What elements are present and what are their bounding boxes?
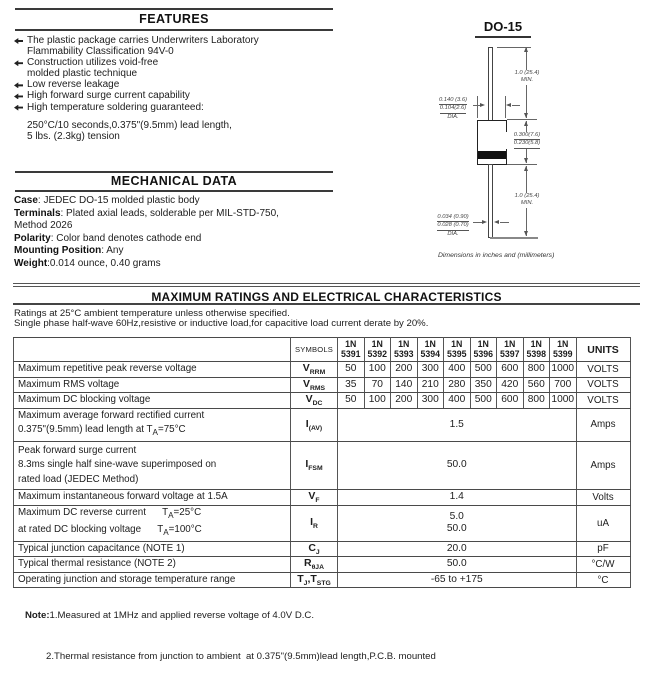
ratings-rule-top: [13, 283, 640, 284]
value-cell: 400: [444, 393, 471, 409]
mech-text: :0.014 ounce, 0.40 grams: [47, 257, 161, 269]
cathode-band: [478, 151, 506, 159]
unit-cell: uA: [576, 505, 630, 541]
row-label: Peak forward surge current 8.3ms single half sine-wave superimposed on rated load (JEDEC Method): [14, 441, 291, 489]
arrowhead-icon: [480, 103, 485, 107]
value-cell: 300: [417, 362, 444, 378]
feature-item: [14, 120, 394, 131]
ratings-rule-top2: [13, 286, 640, 287]
symbol-cell: $C_J$: [291, 541, 338, 557]
value-cell: 1.4: [338, 489, 577, 505]
value-cell: 210: [417, 377, 444, 393]
symbol-cell: $V_{RMS}$: [291, 377, 338, 393]
unit-cell: pF: [576, 541, 630, 557]
feature-text: molded plastic technique: [27, 68, 138, 80]
part-number-header: 1N 5397: [497, 338, 524, 362]
symbol-cell: $T_J,T_{STG}$: [291, 572, 338, 588]
ratings-title: MAXIMUM RATINGS AND ELECTRICAL CHARACTERISTICS: [151, 290, 502, 304]
value-cell: 800: [523, 393, 550, 409]
mech-text: : JEDEC DO-15 molded plastic body: [37, 195, 200, 206]
part-number-header: 1N 5392: [364, 338, 391, 362]
unit-cell: Amps: [576, 408, 630, 441]
value-cell: 1000: [550, 393, 577, 409]
unit-cell: °C/W: [576, 557, 630, 573]
unit-cell: Volts: [576, 489, 630, 505]
symbol-cell: $I_{(AV)}$: [291, 408, 338, 441]
row-label: Operating junction and storage temperature range: [14, 572, 291, 588]
feature-text: High temperature soldering guaranteed:: [27, 101, 204, 113]
mech-label: Polarity: [14, 232, 51, 244]
part-number-header: 1N 5391: [338, 338, 365, 362]
ext-tick: [477, 96, 478, 118]
note-line-1: Note:1.Measured at 1MHz and applied reverse voltage of 4.0V D.C.: [25, 610, 315, 621]
arrow-bullet-icon: [14, 82, 23, 88]
arrowhead-icon: [482, 220, 487, 224]
value-cell: 500: [470, 393, 497, 409]
ratings-table: [13, 337, 631, 588]
ext-tick: [505, 96, 506, 118]
arrow-bullet-icon: [14, 93, 23, 99]
value-cell: 700: [550, 377, 577, 393]
lead-top: [488, 47, 493, 121]
row-label: Maximum DC reverse current $T_A=25^\circ C$ at rated DC blocking voltage $T_A=100^\circ C$: [14, 505, 291, 541]
condition-line: Ratings at 25°C ambient temperature unless otherwise specified.: [14, 308, 290, 319]
symbol-cell: $V_{RRM}$: [291, 362, 338, 378]
package-name: DO-15: [475, 19, 531, 38]
table-row: [14, 408, 631, 441]
value-cell: 350: [470, 377, 497, 393]
dim-lead-length-top: 1.0 (25.4) MIN.: [504, 70, 550, 85]
callout-line: [512, 105, 520, 106]
feature-text: 250°C/10 seconds,0.375"(9.5mm) lead length,: [27, 119, 232, 131]
units-header: UNITS: [576, 338, 630, 362]
arrowhead-icon: [524, 231, 528, 236]
arrowhead-icon: [506, 103, 511, 107]
mech-entry: [14, 245, 394, 258]
feature-text: Low reverse leakage: [27, 79, 120, 91]
feature-item: [14, 102, 394, 113]
value-cell: 600: [497, 393, 524, 409]
ratings-rule-bottom: [13, 303, 640, 305]
unit-cell: VOLTS: [576, 393, 630, 409]
table-row: [14, 377, 631, 393]
value-cell: 200: [391, 362, 418, 378]
feature-item: [14, 90, 394, 101]
tick-body-bottom: [507, 164, 537, 165]
mech-text: Method 2026: [14, 220, 73, 232]
arrowhead-icon: [524, 166, 528, 171]
value-cell: 600: [497, 362, 524, 378]
value-cell: 420: [497, 377, 524, 393]
value-cell: 1000: [550, 362, 577, 378]
value-cell: 300: [417, 393, 444, 409]
dim-lead-length-bottom: 1.0 (25.4) MIN.: [504, 193, 550, 208]
features-rule-top: [15, 8, 333, 10]
mech-label: Weight: [14, 257, 48, 269]
condition-line: Single phase half-wave 60Hz,resistive or inductive load,for capacitive load current derate by 20%.: [14, 317, 429, 329]
dim-lead-dia: 0.034 (0.90) 0.028 (0.70) DIA.: [434, 214, 472, 238]
part-number-header: 1N 5393: [391, 338, 418, 362]
mechanical-rule-bottom: [15, 190, 333, 192]
features-title: FEATURES: [139, 12, 209, 26]
symbols-header: SYMBOLS: [291, 338, 338, 362]
value-cell: 800: [523, 362, 550, 378]
value-cell: 50: [338, 362, 365, 378]
dim-body-length: 0.300(7.6) 0.230(5.8): [503, 132, 551, 149]
mech-entry: [14, 233, 394, 246]
feature-item: [14, 35, 394, 46]
symbol-cell: $R_{\theta JA}$: [291, 557, 338, 573]
table-header-row: [14, 338, 631, 362]
value-cell: 280: [444, 377, 471, 393]
feature-item: [14, 68, 394, 79]
value-cell: 400: [444, 362, 471, 378]
unit-cell: Amps: [576, 441, 630, 489]
features-rule-bottom: [15, 29, 333, 31]
symbol-cell: $I_{FSM}$: [291, 441, 338, 489]
part-number-header: 1N 5399: [550, 338, 577, 362]
feature-item: [14, 79, 394, 90]
value-cell: 70: [364, 377, 391, 393]
part-number-header: 1N 5395: [444, 338, 471, 362]
value-cell: 20.0: [338, 541, 577, 557]
feature-text: Construction utilizes void-free: [27, 57, 159, 69]
mech-label: Case: [14, 195, 38, 206]
value-cell: 100: [364, 393, 391, 409]
symbol-cell: $V_F$: [291, 489, 338, 505]
arrowhead-icon: [494, 220, 499, 224]
mech-entry: [14, 208, 394, 221]
row-label: Maximum DC blocking voltage: [14, 393, 291, 409]
mech-entry: [14, 195, 394, 208]
feature-item: [14, 46, 394, 57]
value-cell: 200: [391, 393, 418, 409]
value-cell: 50.0: [338, 441, 577, 489]
table-row: [14, 362, 631, 378]
value-cell: -65 to +175: [338, 572, 577, 588]
value-cell: 560: [523, 377, 550, 393]
arrow-bullet-icon: [14, 105, 23, 111]
unit-cell: VOLTS: [576, 377, 630, 393]
table-row: [14, 441, 631, 489]
value-cell: 35: [338, 377, 365, 393]
row-label: Maximum RMS voltage: [14, 377, 291, 393]
table-row: [14, 557, 631, 573]
mech-entry: [14, 258, 394, 271]
feature-text: High forward surge current capability: [27, 90, 190, 102]
mech-text: : Color band denotes cathode end: [50, 232, 202, 244]
mechanical-list: [14, 195, 394, 271]
arrow-bullet-icon: [14, 60, 23, 66]
feature-item: [14, 57, 394, 68]
symbol-cell: $I_R$: [291, 505, 338, 541]
table-row: [14, 489, 631, 505]
tick-lead-bottom: [490, 237, 538, 239]
value-cell: 500: [470, 362, 497, 378]
arrow-bullet-icon: [14, 38, 23, 44]
mech-label: Mounting Position: [14, 245, 102, 257]
callout-line: [473, 222, 482, 223]
mech-text: : Plated axial leads, solderable per MIL-STD-750,: [60, 207, 279, 219]
note-line-2: 2.Thermal resistance from junction to ambient at 0.375"(9.5mm)lead length,P.C.B. mounted: [46, 650, 436, 662]
value-cell: 140: [391, 377, 418, 393]
value-cell: 1.5: [338, 408, 577, 441]
mech-entry: [14, 220, 394, 233]
table-row: [14, 393, 631, 409]
table-row: [14, 505, 631, 541]
row-label: Maximum repetitive peak reverse voltage: [14, 362, 291, 378]
arrowhead-icon: [524, 113, 528, 118]
symbol-cell: $V_{DC}$: [291, 393, 338, 409]
arrowhead-icon: [524, 121, 528, 126]
arrowhead-icon: [524, 158, 528, 163]
row-label: Maximum average forward rectified current 0.375"(9.5mm) lead length at $T_A=75^\circ C$: [14, 408, 291, 441]
callout-line: [500, 222, 509, 223]
feature-item: [14, 131, 394, 142]
rating-conditions: [14, 309, 644, 328]
row-label: Maximum instantaneous forward voltage at 1.5A: [14, 489, 291, 505]
mechanical-rule-top: [15, 171, 333, 173]
unit-cell: VOLTS: [576, 362, 630, 378]
row-label: Typical thermal resistance (NOTE 2): [14, 557, 291, 573]
mech-text: : Any: [101, 245, 124, 257]
mechanical-title: MECHANICAL DATA: [110, 174, 238, 188]
mech-label: Terminals: [14, 207, 61, 219]
value-cell: 50.0: [338, 557, 577, 573]
dimensions-caption: Dimensions in inches and (millimeters): [438, 252, 555, 259]
row-label: Typical junction capacitance (NOTE 1): [14, 541, 291, 557]
features-list: [14, 35, 394, 142]
lead-bottom: [488, 164, 493, 238]
value-cell: 100: [364, 362, 391, 378]
arrowhead-icon: [524, 47, 528, 52]
table-row: [14, 541, 631, 557]
dim-body-dia: 0.140 (3.6) 0.104(2.6) DIA.: [434, 97, 472, 121]
package-diagram: [420, 14, 655, 266]
part-number-header: 1N 5396: [470, 338, 497, 362]
feature-text: The plastic package carries Underwriters Laboratory: [27, 35, 259, 46]
unit-cell: °C: [576, 572, 630, 588]
feature-text: 5 lbs. (2.3kg) tension: [27, 130, 120, 142]
part-number-header: 1N 5394: [417, 338, 444, 362]
param-header: [14, 338, 291, 362]
part-number-header: 1N 5398: [523, 338, 550, 362]
tick-body-top: [507, 119, 537, 120]
value-cell: 50: [338, 393, 365, 409]
notes: [25, 582, 436, 690]
feature-text: Flammability Classification 94V-0: [27, 46, 174, 58]
value-cell: 5.0 50.0: [338, 505, 577, 541]
